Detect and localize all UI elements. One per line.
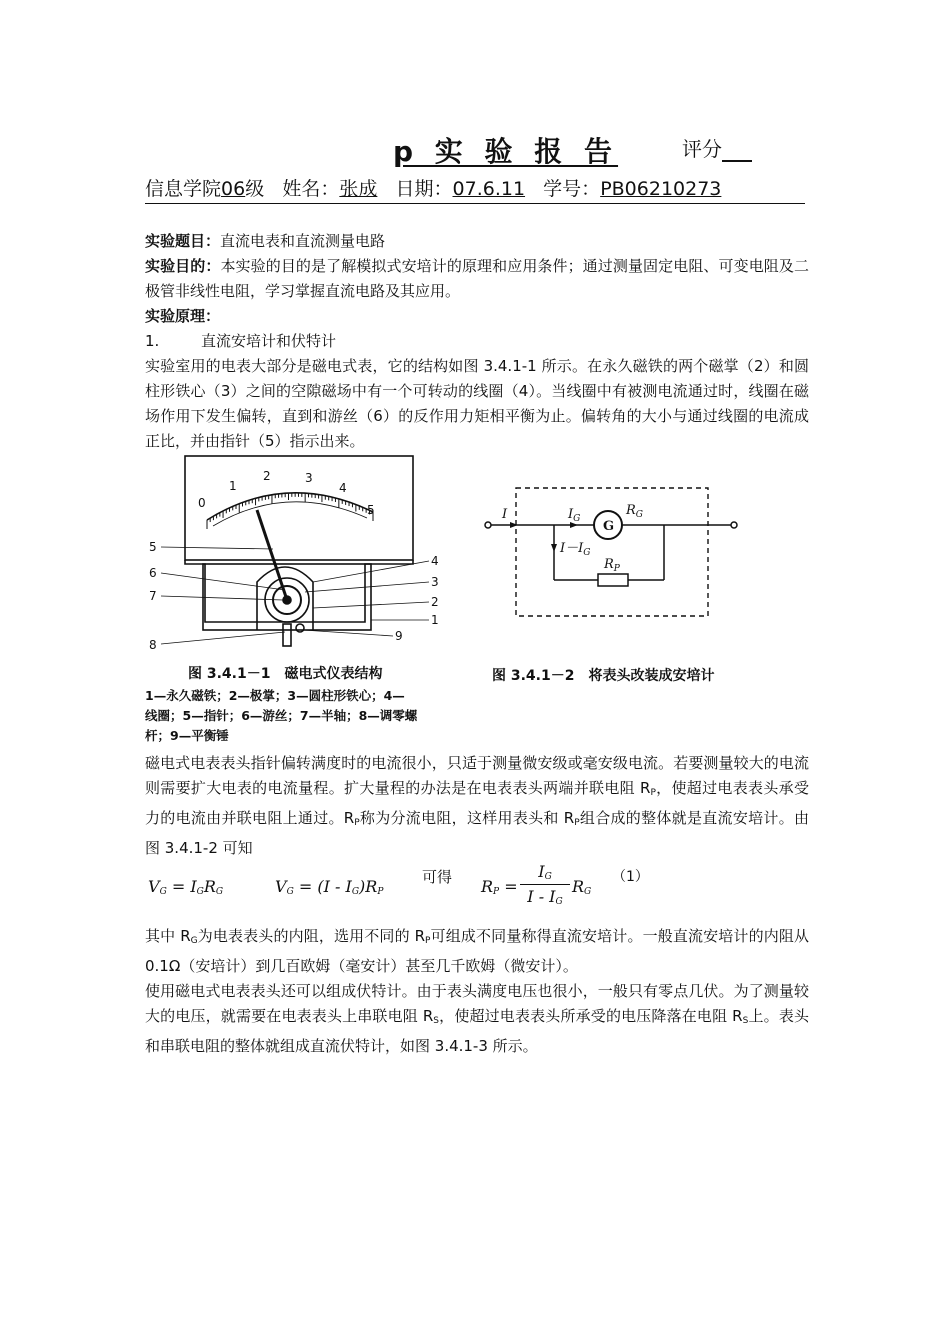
principle-label: 实验原理： (145, 307, 221, 325)
figure1-caption-line: 杆；9—平衡锤 (145, 728, 229, 743)
figure1-caption-line: 1—永久磁铁；2—极掌；3—圆柱形铁心；4— (145, 688, 405, 703)
formula-rp-rg: $R_G$ (572, 877, 592, 897)
callout-label: 8 (149, 638, 157, 652)
meter-g-symbol: G (603, 519, 615, 534)
score-label: 评分 (682, 137, 722, 161)
shunt-resistor (598, 574, 628, 586)
callout-label: 7 (149, 589, 157, 603)
college: 信息学院 (145, 178, 222, 200)
formula-rp-fraction (520, 862, 570, 907)
fraction-numerator: $I_G$ (538, 862, 552, 882)
label-rg: $R_G$ (626, 503, 643, 520)
grade-number: 06 (221, 178, 246, 200)
callout-label: 1 (431, 613, 439, 627)
figure1-caption-title: 图 3.4.1－1 磁电式仪表结构 (188, 666, 383, 682)
label-current-i: I (502, 507, 508, 522)
topic: 直流电表和直流测量电路 (220, 232, 386, 250)
callout-label: 6 (149, 566, 157, 580)
grade-unit: 级 (245, 178, 265, 200)
keyword-kede: 可得 (422, 868, 453, 886)
id-label: 学号： (543, 178, 601, 200)
formula-vg-2: $V_G = (I - I_G)R_P$ (275, 877, 384, 897)
paragraph-2: 磁电式电表表头指针偏转满度时的电流很小，只适于测量微安级或毫安级电流。若要测量较大的电流则需要扩大电表的电流量程。扩大量程的办法是在电表表头两端并联电阻 $R_P$，使超过电表表头承受力的电流由并联电阻上通过。$R_P$称为分流电阻，这样用表头和 $R_P$组合成的整体就是直流安培计。由图 3.4.1-2 可知 (145, 754, 809, 857)
scale-tick-label: 4 (339, 481, 347, 495)
scale-tick-label: 2 (263, 469, 271, 483)
scale-tick-label: 3 (305, 471, 313, 485)
scale-tick-label: 0 (198, 496, 206, 510)
formula-rp-lhs: $R_P$ = (481, 877, 518, 897)
dashed-boundary (516, 488, 708, 616)
report-title: p 实 验 报 告 (393, 135, 619, 168)
callout-label: 5 (149, 540, 157, 554)
paragraph-1: 实验室用的电表大部分是磁电式表，它的结构如图 3.4.1-1 所示。在永久磁铁的两个磁掌（2）和圆柱形铁心（3）之间的空隙磁场中有一个可转动的线圈（4）。当线圈中有被测电流通过时，线圈在磁场作用下发生偏转，直到和游丝（6）的反作用力矩相平衡为止。偏转角的大小与通过线圈的电流成正比，并由指针（5）指示出来。 (145, 357, 809, 450)
figure1-caption (145, 686, 445, 746)
paragraph-3-4 (145, 924, 809, 1059)
student-id: PB06210273 (600, 178, 722, 200)
figure2-caption: 图 3.4.1－2 将表头改装成安培计 (492, 668, 715, 684)
paragraph-3: 其中 $R_G$为电表表头的内阻，选用不同的 $R_P$可组成不同量称得直流安培计。一般直流安培计的内阻从 0.1Ω（安培计）到几百欧姆（毫安计）甚至几千欧姆（微安计）。 (145, 927, 809, 975)
formula-vg-1: $V_G = I_GR_G$ (148, 877, 224, 897)
equation-number: （1） (612, 869, 649, 885)
label-rp: $R_P$ (604, 557, 620, 574)
scale-tick-label: 1 (229, 479, 237, 493)
topic-label: 实验题目： (145, 232, 221, 250)
figure-ammeter-circuit (480, 480, 750, 630)
callout-label: 4 (431, 554, 439, 568)
student-info-line (145, 174, 805, 204)
fraction-denominator: I - $I_G$ (527, 887, 563, 907)
purpose: 本实验的目的是了解模拟式安培计的原理和应用条件；通过测量固定电阻、可变电阻及二极管非线性电阻，学习掌握直流电路及其应用。 (145, 257, 809, 300)
student-name: 张成 (339, 178, 378, 200)
label-current-ig: $I_G$ (568, 507, 581, 524)
report-date: 07.6.11 (452, 178, 526, 200)
label-current-split: $I-I_G$ (560, 541, 591, 558)
dial-frame (185, 456, 413, 560)
paragraph-4: 使用磁电式电表表头还可以组成伏特计。由于表头满度电压也很小，一般只有零点几伏。为了测量较大的电压，就需要在电表表头上串联电阻 $R_S$，使超过电表表头所承受的电压降落在电阻 $R_S$上。表头和串联电阻的整体就组成直流伏特计，如图 3.4.1-3 所示。 (145, 982, 809, 1055)
date-label: 日期： (395, 178, 453, 200)
item-number: 1. (145, 332, 160, 350)
callout-label: 3 (431, 575, 439, 589)
callout-label: 9 (395, 629, 403, 643)
zero-screw (283, 624, 291, 646)
score-field (682, 133, 752, 162)
item-title: 直流安培计和伏特计 (201, 332, 337, 350)
callout-label: 2 (431, 595, 439, 609)
figure1-caption-line: 线圈；5—指针；6—游丝；7—半轴；8—调零螺 (145, 708, 418, 723)
scale-tick-label: 5 (367, 503, 375, 517)
intro-section (145, 229, 809, 454)
purpose-label: 实验目的： (145, 257, 221, 275)
name-label: 姓名： (282, 178, 340, 200)
